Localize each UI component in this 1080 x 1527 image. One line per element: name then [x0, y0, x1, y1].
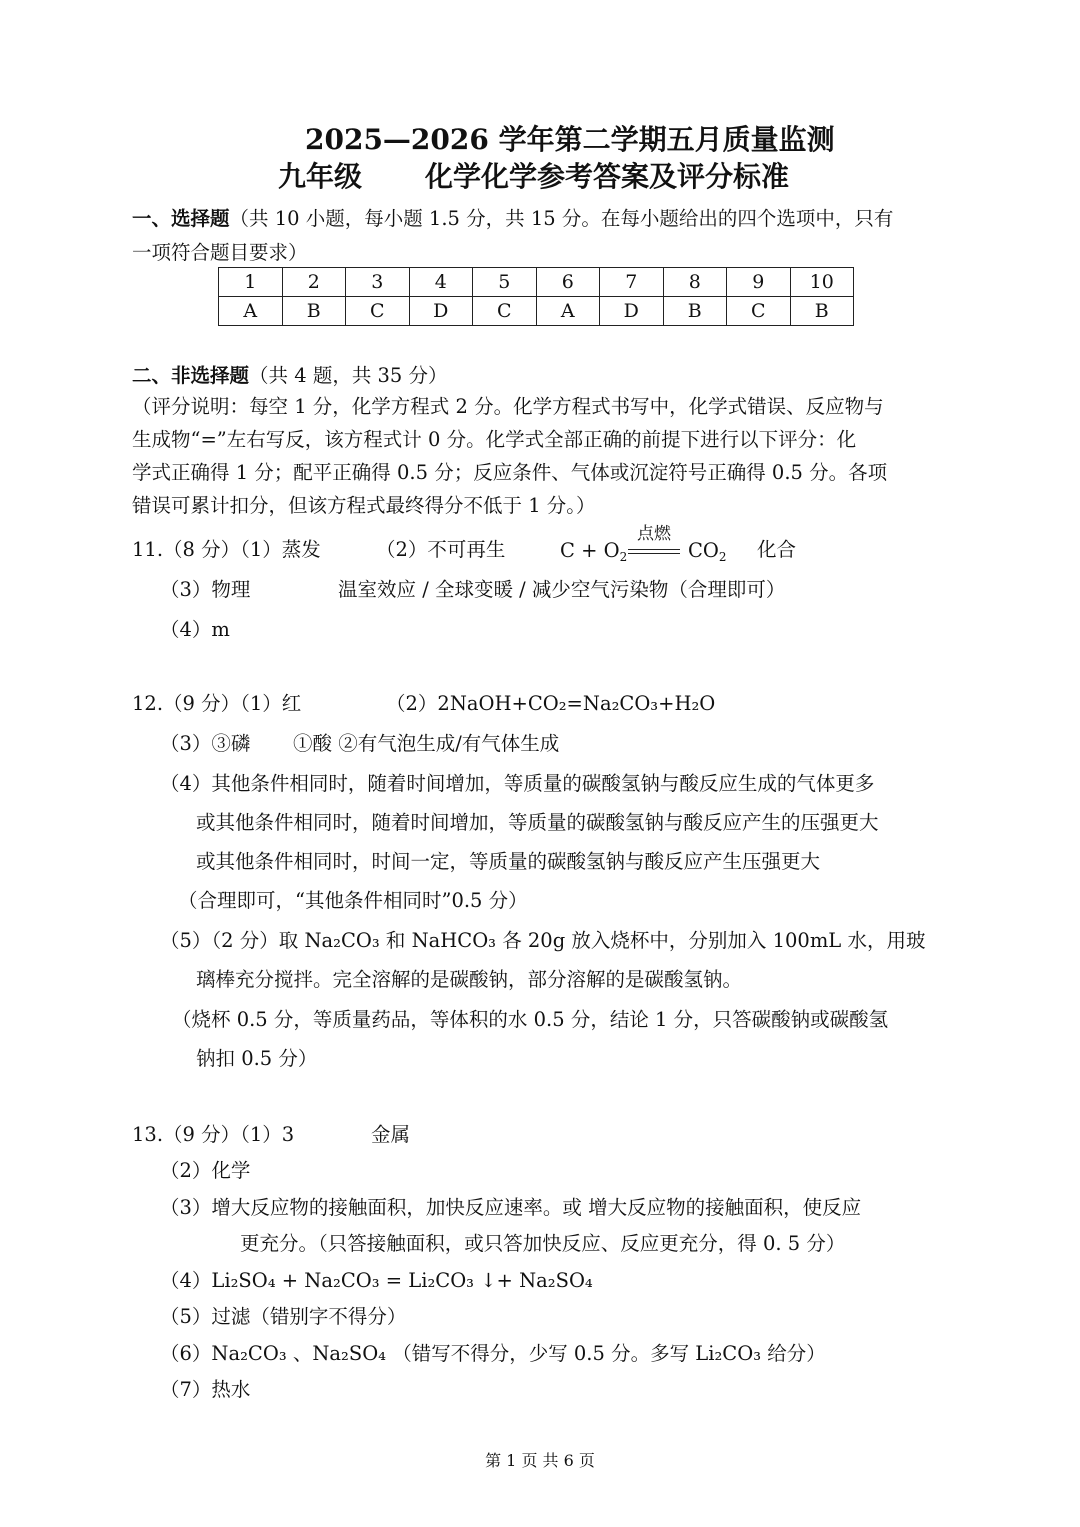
table-cell: B — [790, 297, 854, 326]
q12-part4-line: 或其他条件相同时，时间一定，等质量的碳酸氢钠与酸反应产生压强更大 — [196, 850, 821, 873]
scoring-note-line: 生成物“=”左右写反，该方程式计 0 分。化学式全部正确的前提下进行以下评分：化 — [132, 428, 857, 451]
table-cell: 9 — [727, 268, 791, 297]
equation-subscript: 2 — [619, 550, 628, 564]
table-cell: 5 — [473, 268, 537, 297]
page-number: 第 1 页 共 6 页 — [485, 1451, 595, 1470]
table-cell: C — [473, 297, 537, 326]
q13-part6: （6）Na₂CO₃ 、Na₂SO₄ （错写不得分，少写 0.5 分。多写 Li₂CO₃ 给分） — [160, 1342, 826, 1365]
table-cell: B — [663, 297, 727, 326]
q13-part3-line: （3）增大反应物的接触面积，加快反应速率。或 增大反应物的接触面积，使反应 — [160, 1196, 862, 1219]
equation-text: C + O — [560, 539, 620, 562]
q11-equation-right — [688, 539, 727, 564]
table-cell: A — [536, 297, 600, 326]
q12-part3a: （3）③磷 — [160, 732, 251, 755]
q11-part3b: 温室效应 / 全球变暖 / 减少空气污染物（合理即可） — [338, 578, 786, 601]
q11-equation-left — [560, 539, 628, 564]
q11-part4: （4）m — [160, 618, 230, 641]
table-cell: 2 — [282, 268, 346, 297]
table-cell: 3 — [346, 268, 410, 297]
table-cell: C — [346, 297, 410, 326]
q11-reaction-type: 化合 — [757, 538, 797, 561]
answer-table — [218, 267, 854, 326]
section1-line2: 一项符合题目要求） — [132, 241, 308, 264]
section2-heading-rest: （共 4 题，共 35 分） — [249, 364, 448, 387]
table-cell: 1 — [219, 268, 283, 297]
section1-line1 — [132, 209, 893, 229]
q11-part2: （2）不可再生 — [376, 538, 506, 561]
q12-part4-line: 或其他条件相同时，随着时间增加，等质量的碳酸氢钠与酸反应产生的压强更大 — [196, 811, 879, 834]
q13-part5: （5）过滤（错别字不得分） — [160, 1305, 407, 1328]
q12-part3b: ①酸 ②有气泡生成/有气体生成 — [293, 732, 560, 755]
q13-part2: （2）化学 — [160, 1159, 251, 1182]
section1-heading: 一、选择题 — [132, 207, 230, 230]
q13-part3-line: 更充分。（只答接触面积，或只答加快反应、反应更充分，得 0. 5 分） — [240, 1232, 846, 1255]
scoring-note-line: 学式正确得 1 分；配平正确得 0.5 分；反应条件、气体或沉淀符号正确得 0.5 分。各项 — [132, 461, 888, 484]
table-cell: 6 — [536, 268, 600, 297]
scoring-note-line: 错误可累计扣分，但该方程式最终得分不低于 1 分。） — [132, 494, 596, 517]
q12-part4-line: （4）其他条件相同时，随着时间增加，等质量的碳酸氢钠与酸反应生成的气体更多 — [160, 772, 875, 795]
grade-label: 九年级 — [278, 160, 363, 193]
section2-heading-line — [132, 366, 448, 386]
q13-part7: （7）热水 — [160, 1378, 251, 1401]
q12-part5-line: 璃棒充分搅拌。完全溶解的是碳酸钠，部分溶解的是碳酸氢钠。 — [196, 968, 743, 991]
q11-part3a: （3）物理 — [160, 578, 251, 601]
table-cell: 10 — [790, 268, 854, 297]
q13-part4: （4）Li₂SO₄ + Na₂CO₃ = Li₂CO₃ ↓+ Na₂SO₄ — [160, 1269, 593, 1292]
scoring-note-line: （评分说明：每空 1 分，化学方程式 2 分。化学方程式书写中，化学式错误、反应物与 — [132, 395, 884, 418]
q13-part1b: 金属 — [371, 1123, 411, 1146]
section1-desc: （共 10 小题，每小题 1.5 分，共 15 分。在每小题给出的四个选项中，只有 — [229, 207, 894, 230]
table-cell: B — [282, 297, 346, 326]
table-cell: D — [600, 297, 664, 326]
equation-subscript: 2 — [718, 550, 727, 564]
table-cell: 7 — [600, 268, 664, 297]
q12-part5-line: （5）（2 分）取 Na₂CO₃ 和 NaHCO₃ 各 20g 放入烧杯中，分别加入 100mL 水，用玻 — [160, 929, 926, 952]
q12-part2: （2）2NaOH+CO₂=Na₂CO₃+H₂O — [386, 692, 716, 715]
table-cell: C — [727, 297, 791, 326]
q12-part4-note: （合理即可，“其他条件相同时”0.5 分） — [178, 889, 528, 912]
equation-equals-sign — [628, 549, 680, 554]
equation-text: CO — [688, 539, 719, 562]
table-cell: 4 — [409, 268, 473, 297]
answer-table-answers-row — [219, 297, 854, 326]
answer-table-numbers-row — [219, 268, 854, 297]
q11-head: 11.（8 分）（1）蒸发 — [132, 538, 321, 561]
q12-part5-note: （烧杯 0.5 分，等质量药品，等体积的水 0.5 分，结论 1 分，只答碳酸钠或碳酸氢 — [172, 1008, 889, 1031]
table-cell: 8 — [663, 268, 727, 297]
section2-heading: 二、非选择题 — [132, 364, 250, 387]
table-cell: D — [409, 297, 473, 326]
q12-head: 12.（9 分）（1）红 — [132, 692, 302, 715]
q12-part5-note: 钠扣 0.5 分） — [196, 1047, 318, 1070]
page-title: 2025—2026 学年第二学期五月质量监测 — [305, 123, 835, 156]
reaction-condition: 点燃 — [637, 524, 671, 544]
q13-head: 13.（9 分）（1）3 — [132, 1123, 295, 1146]
table-cell: A — [219, 297, 283, 326]
page-subtitle: 化学化学参考答案及评分标准 — [425, 160, 790, 193]
